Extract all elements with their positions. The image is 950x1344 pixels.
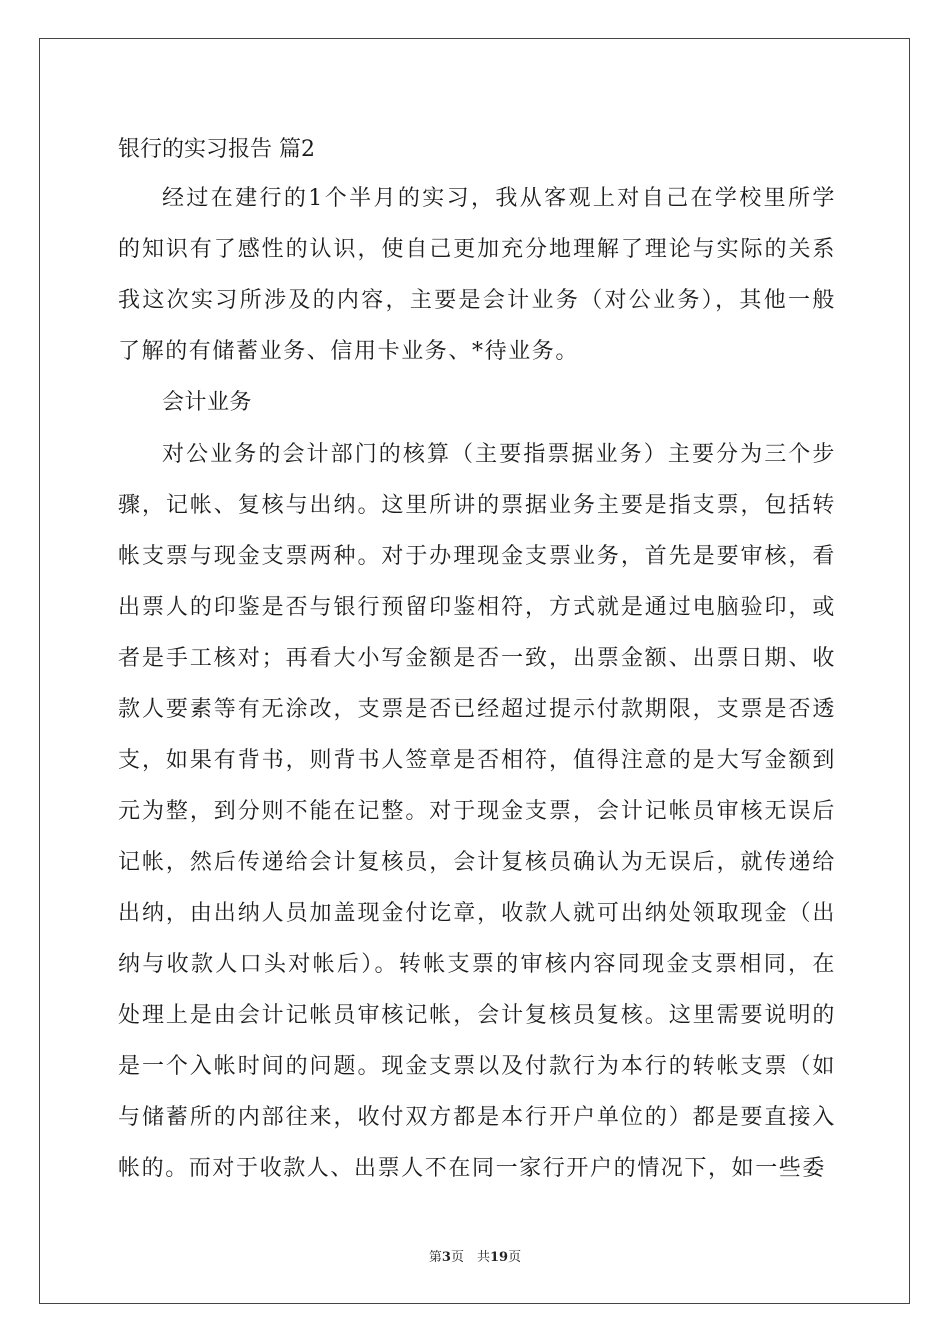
paragraph-accounting: 对公业务的会计部门的核算（主要指票据业务）主要分为三个步骤，记帐、复核与出纳。这里所讲的票据业务主要是指支票，包括转帐支票与现金支票两种。对于办理现金支票业务，首先是要审核，看出票人的印鉴是否与银行预留印鉴相符，方式就是通过电脑验印，或者是手工核对；再看大小写金额是否一致，出票金额、出票日期、收款人要素等有无涂改，支票是否已经超过提示付款期限，支票是否透支，如果有背书，则背书人签章是否相符，值得注意的是大写金额到元为整，到分则不能在记整。对于现金支票，会计记帐员审核无误后记帐，然后传递给会计复核员，会计复核员确认为无误后，就传递给出纳，由出纳人员加盖现金付讫章，收款人就可出纳处领取现金（出纳与收款人口头对帐后）。转帐支票的审核内容同现金支票相同，在处理上是由会计记帐员审核记帐，会计复核员复核。这里需要说明的是一个入帐时间的问题。现金支票以及付款行为本行的转帐支票（如与储蓄所的内部往来，收付双方都是本行开户单位的）都是要直接入帐的。而对于收款人、出票人不在同一家行开户的情况下，如一些委: [118, 442, 836, 1181]
page-footer: [0, 1246, 950, 1265]
document-body: [118, 127, 836, 1194]
footer-mid: 页 共: [450, 1250, 490, 1265]
footer-total-pages: 19: [489, 1250, 509, 1265]
footer-current-page: 3: [441, 1250, 451, 1265]
section-title-accounting: 会计业务: [162, 390, 253, 415]
footer-prefix: 第: [428, 1250, 442, 1265]
paragraph-intro: 经过在建行的1个半月的实习，我从客观上对自己在学校里所学的知识有了感性的认识，使自己更加充分地理解了理论与实际的关系我这次实习所涉及的内容，主要是会计业务（对公业务），其他一般了解的有储蓄业务、信用卡业务、*待业务。: [118, 186, 836, 364]
footer-suffix: 页: [508, 1250, 522, 1265]
document-heading: 银行的实习报告 篇2: [118, 137, 315, 162]
